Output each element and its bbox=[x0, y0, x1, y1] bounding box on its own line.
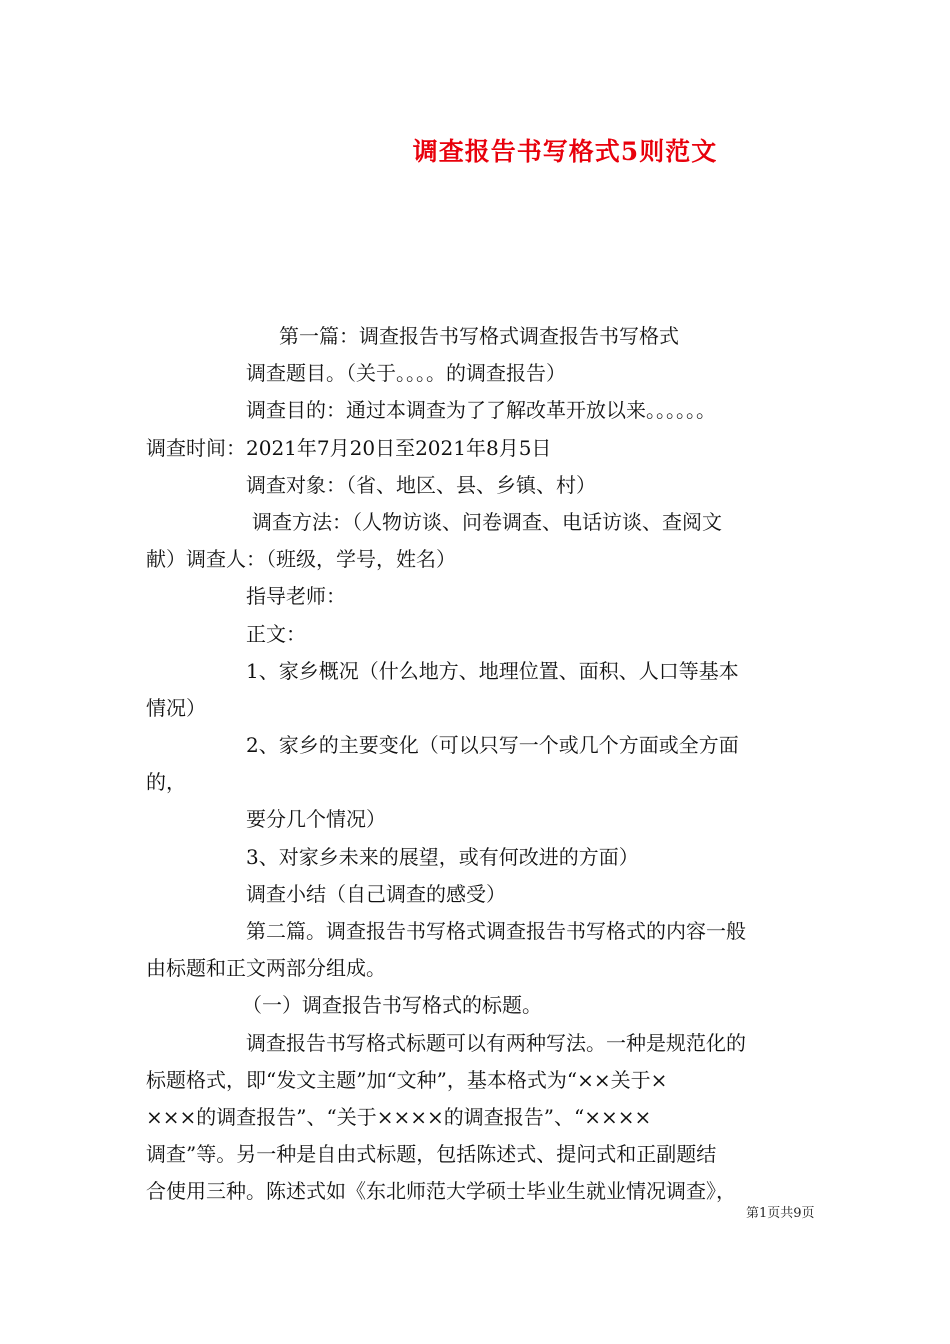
paragraph-line: 正文： bbox=[246, 621, 306, 646]
paragraph-line: 指导老师： bbox=[246, 584, 346, 609]
page-number-footer: 第1页共9页 bbox=[746, 1206, 815, 1221]
paragraph-line: 第一篇：调查报告书写格式调查报告书写格式 bbox=[279, 324, 679, 348]
paragraph-line: 调查小结（自己调查的感受） bbox=[246, 881, 506, 906]
paragraph-line: 的， bbox=[146, 770, 186, 795]
paragraph-line: 1、家乡概况（什么地方、地理位置、面积、人口等基本 bbox=[246, 658, 739, 683]
paragraph-line: 2、家乡的主要变化（可以只写一个或几个方面或全方面 bbox=[246, 733, 739, 758]
paragraph-line: 标题格式，即“发文主题”加“文种”，基本格式为“××关于× bbox=[146, 1067, 668, 1092]
paragraph-line: （一）调查报告书写格式的标题。 bbox=[242, 993, 542, 1018]
document-body bbox=[146, 318, 811, 1211]
paragraph-line: 情况） bbox=[146, 695, 206, 720]
paragraph-line: 献）调查人：（班级，学号，姓名） bbox=[146, 547, 456, 572]
paragraph-line: 调查时间：2021年7月20日至2021年8月5日 bbox=[146, 435, 552, 460]
paragraph-line: 调查”等。另一种是自由式标题，包括陈述式、提问式和正副题结 bbox=[146, 1142, 717, 1167]
paragraph-line: 由标题和正文两部分组成。 bbox=[146, 956, 386, 981]
paragraph-line: 调查题目。（关于。。。。的调查报告） bbox=[246, 361, 566, 386]
paragraph-line: 要分几个情况） bbox=[246, 807, 386, 832]
paragraph-line: 3、对家乡未来的展望，或有何改进的方面） bbox=[246, 844, 639, 869]
paragraph-line: 调查目的：通过本调查为了了解改革开放以来。。。。。。 bbox=[246, 398, 716, 423]
paragraph-line: 调查对象：（省、地区、县、乡镇、村） bbox=[246, 472, 596, 497]
paragraph-line: 合使用三种。陈述式如《东北师范大学硕士毕业生就业情况调查》， bbox=[146, 1179, 736, 1204]
paragraph-line: 调查报告书写格式标题可以有两种写法。一种是规范化的 bbox=[246, 1030, 746, 1055]
paragraph-line: 调查方法：（人物访谈、问卷调查、电话访谈、查阅文 bbox=[252, 509, 722, 534]
page-title: 调查报告书写格式5则范文 bbox=[412, 137, 718, 166]
paragraph-line: 第二篇。调查报告书写格式调查报告书写格式的内容一般 bbox=[246, 919, 746, 943]
paragraph-line: ×××的调查报告”、“关于××××的调查报告”、“×××× bbox=[146, 1104, 652, 1129]
